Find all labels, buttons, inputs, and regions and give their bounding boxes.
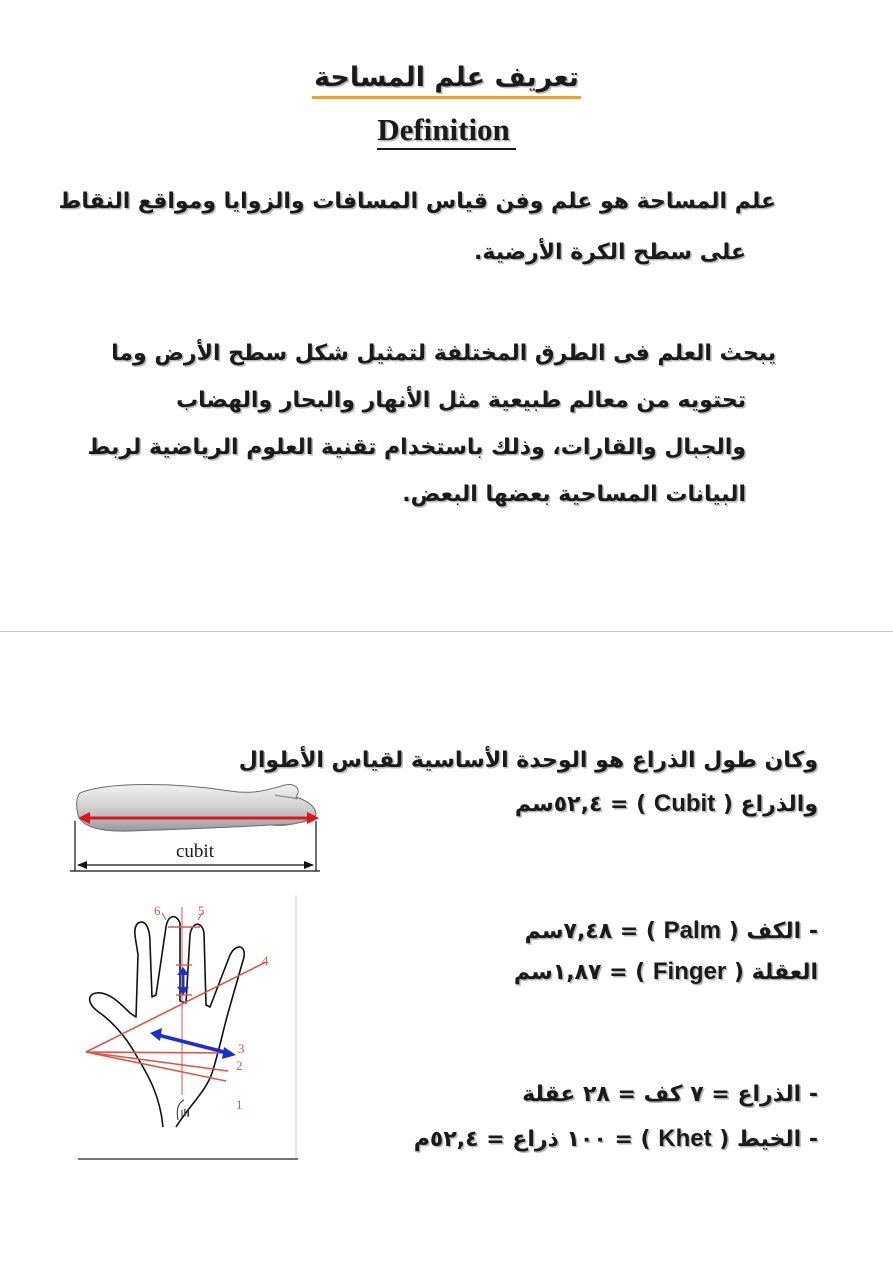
hand-label-2: 2 xyxy=(236,1058,243,1073)
hand-label-1: 1 xyxy=(236,1097,243,1112)
finger-suffix: ) = ١,٨٧سم xyxy=(513,960,646,985)
hand-measure-figure xyxy=(78,895,300,1163)
intro-line: وكان طول الذراع هو الوحدة الأساسية لقياس الأطوال xyxy=(238,748,818,773)
definition-paragraph xyxy=(58,176,776,278)
palm-unit: Palm xyxy=(663,917,722,944)
hand-label-roman: II xyxy=(183,1107,191,1119)
scope-line-3: والجبال والقارات، وذلك باستخدام تقنية العلوم الرياضية لربط xyxy=(87,435,746,460)
hand-label-4: 4 xyxy=(262,953,269,968)
scope-line-2: تحتويه من معالم طبيعية مثل الأنهار والبحار والهضاب xyxy=(176,388,746,413)
arm-cubit-figure xyxy=(70,775,320,875)
khet-line xyxy=(414,1125,818,1153)
definition-line-1: علم المساحة هو علم وفن قياس المسافات والزوايا ومواقع النقاط xyxy=(58,189,776,214)
page-divider xyxy=(0,631,893,632)
cubit-unit: Cubit xyxy=(653,790,716,817)
definition-line-2: على سطح الكرة الأرضية. xyxy=(474,240,746,265)
hand-label-5: 5 xyxy=(198,903,205,918)
scope-line-1: يبحث العلم فى الطرق المختلفة لتمثيل شكل سطح الأرض وما xyxy=(111,341,776,366)
finger-unit: Finger xyxy=(652,958,727,985)
hand-label-6: 6 xyxy=(154,903,161,918)
scope-line-4: البيانات المساحية بعضها البعض. xyxy=(402,482,746,507)
khet-unit: Khet xyxy=(658,1125,712,1152)
hand-label-3: 3 xyxy=(238,1041,245,1056)
title-arabic: تعريف علم المساحة xyxy=(0,62,893,93)
scope-paragraph xyxy=(87,330,776,518)
title-english: Definition xyxy=(0,112,893,148)
palm-suffix: ) = ٧,٤٨سم xyxy=(524,919,656,944)
relation-line: - الذراع = ٧ كف = ٢٨ عقلة xyxy=(522,1082,818,1107)
palm-prefix: - الكف ( xyxy=(728,919,818,944)
hand-illustration xyxy=(78,895,300,1163)
palm-line xyxy=(525,917,818,945)
cubit-prefix: والذراع ( xyxy=(722,792,818,817)
khet-prefix: - الخيط ( xyxy=(719,1127,818,1152)
finger-prefix: العقلة ( xyxy=(733,960,818,985)
cubit-label: cubit xyxy=(176,841,214,862)
cubit-line xyxy=(515,790,818,818)
finger-line xyxy=(514,958,818,986)
khet-suffix: ) = ١٠٠ ذراع = ٥٢,٤م xyxy=(413,1127,651,1152)
cubit-suffix: ) = ٥٢,٤سم xyxy=(514,792,647,817)
